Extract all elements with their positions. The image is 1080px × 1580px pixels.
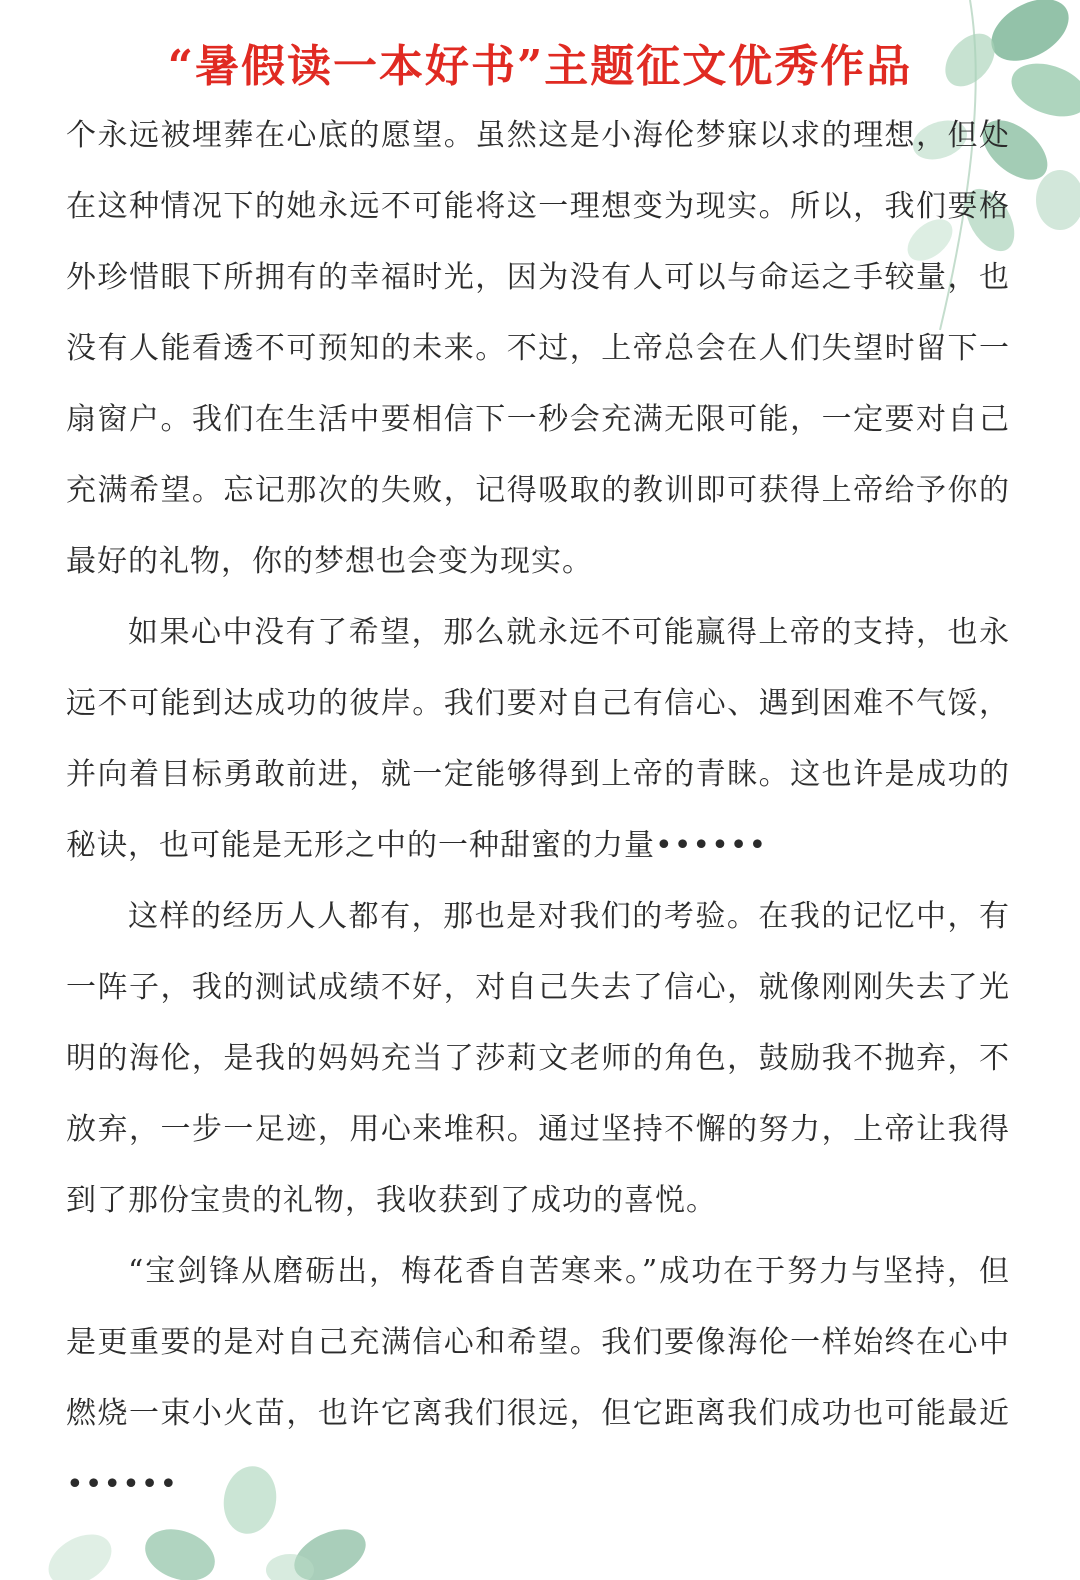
paragraph-1: 个永远被埋葬在心底的愿望。虽然这是小海伦梦寐以求的理想，但处在这种情况下的她永远不可能将这一理想变为现实。所以，我们要格外珍惜眼下所拥有的幸福时光，因为没有人可以与命运之手较量，也没有人能看透不可预知的未来。不过，上帝总会在人们失望时留下一扇窗户。我们在生活中要相信下一秒会充满无限可能，一定要对自己充满希望。忘记那次的失败，记得吸取的教训即可获得上帝给予你的最好的礼物，你的梦想也会变为现实。 bbox=[66, 118, 1010, 579]
essay-body bbox=[66, 100, 1010, 1520]
paragraph-4: “宝剑锋从磨砺出，梅花香自苦寒来。”成功在于努力与坚持，但是更重要的是对自己充满信心和希望。我们要像海伦一样始终在心中燃烧一束小火苗，也许它离我们很远，但它距离我们成功也可能最近•••••• bbox=[66, 1254, 1010, 1502]
paragraph-2: 如果心中没有了希望，那么就永远不可能赢得上帝的支持，也永远不可能到达成功的彼岸。我们要对自己有信心、遇到困难不气馁，并向着目标勇敢前进，就一定能够得到上帝的青睐。这也许是成功的秘诀，也可能是无形之中的一种甜蜜的力量•••••• bbox=[66, 615, 1010, 863]
paragraph-3: 这样的经历人人都有，那也是对我们的考验。在我的记忆中，有一阵子，我的测试成绩不好，对自己失去了信心，就像刚刚失去了光明的海伦，是我的妈妈充当了莎莉文老师的角色，鼓励我不抛弃，不放弃，一步一足迹，用心来堆积。通过坚持不懈的努力，上帝让我得到了那份宝贵的礼物，我收获到了成功的喜悦。 bbox=[66, 899, 1010, 1218]
essay-title: “暑假读一本好书”主题征文优秀作品 bbox=[167, 41, 913, 92]
